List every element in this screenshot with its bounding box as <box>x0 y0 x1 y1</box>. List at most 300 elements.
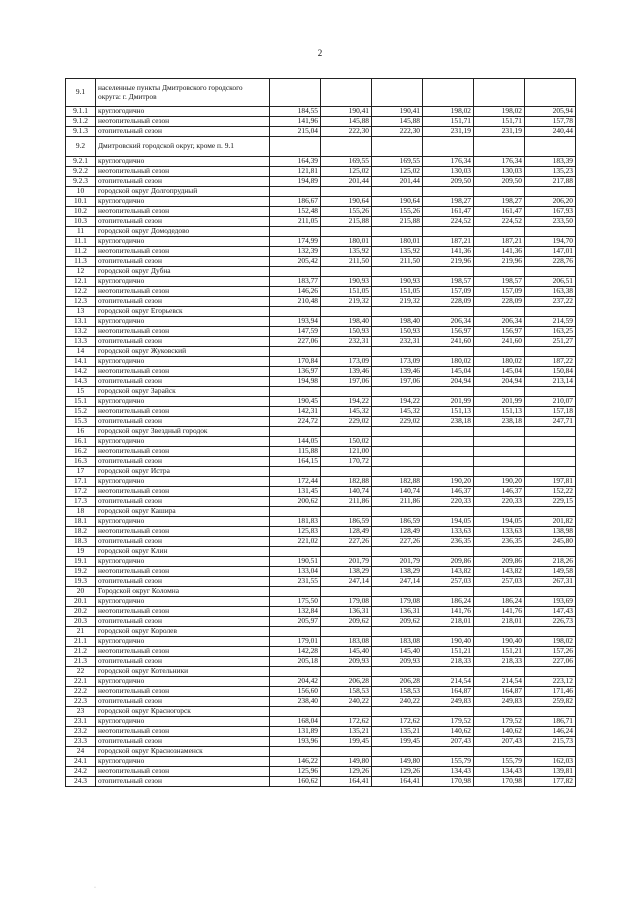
tariff-value: 125,83 <box>270 527 321 537</box>
tariff-value: 206,28 <box>372 677 423 687</box>
row-description: круглогодично <box>96 157 270 167</box>
row-number: 18.1 <box>66 517 96 527</box>
table-row <box>66 247 576 257</box>
tariff-value <box>372 457 423 467</box>
tariff-value: 209,86 <box>423 557 474 567</box>
tariff-value: 162,03 <box>525 757 576 767</box>
tariff-value: 164,87 <box>474 687 525 697</box>
tariff-value: 238,18 <box>423 417 474 427</box>
tariff-value: 156,97 <box>474 327 525 337</box>
row-description: неотопительный сезон <box>96 687 270 697</box>
tariff-value <box>423 79 474 107</box>
tariff-value: 145,88 <box>321 117 372 127</box>
tariff-value <box>423 547 474 557</box>
tariff-value: 219,96 <box>474 257 525 267</box>
tariff-value <box>372 587 423 597</box>
tariff-value <box>423 467 474 477</box>
section-title: городской округ Звездный городок <box>96 427 270 437</box>
tariff-value <box>525 227 576 237</box>
row-number: 17 <box>66 467 96 477</box>
tariff-value: 180,02 <box>423 357 474 367</box>
tariff-value: 142,28 <box>270 647 321 657</box>
tariff-value: 164,41 <box>321 777 372 787</box>
row-description: отопительный сезон <box>96 177 270 187</box>
tariff-value <box>525 447 576 457</box>
row-description: круглогодично <box>96 397 270 407</box>
tariff-value: 194,05 <box>474 517 525 527</box>
tariff-value: 151,71 <box>474 117 525 127</box>
row-number: 16.2 <box>66 447 96 457</box>
table-row <box>66 617 576 627</box>
tariff-value: 190,20 <box>474 477 525 487</box>
tariff-value <box>321 347 372 357</box>
tariff-value: 200,62 <box>270 497 321 507</box>
tariff-value: 201,44 <box>372 177 423 187</box>
tariff-value: 231,19 <box>474 127 525 137</box>
tariff-value: 228,09 <box>474 297 525 307</box>
tariff-value <box>525 307 576 317</box>
table-row <box>66 407 576 417</box>
tariff-value: 121,81 <box>270 167 321 177</box>
section-title: городской округ Котельники <box>96 667 270 677</box>
section-title: городской округ Жуковский <box>96 347 270 357</box>
tariff-value: 251,27 <box>525 337 576 347</box>
row-number: 24.1 <box>66 757 96 767</box>
tariff-value: 157,18 <box>525 407 576 417</box>
section-row <box>66 707 576 717</box>
tariff-value: 219,96 <box>423 257 474 267</box>
tariff-value: 145,40 <box>321 647 372 657</box>
tariff-value: 198,02 <box>525 637 576 647</box>
tariff-value: 141,36 <box>423 247 474 257</box>
row-description: неотопительный сезон <box>96 167 270 177</box>
tariff-value <box>372 507 423 517</box>
row-description: отопительный сезон <box>96 497 270 507</box>
tariff-value: 170,84 <box>270 357 321 367</box>
tariff-value: 209,50 <box>423 177 474 187</box>
tariff-value: 151,13 <box>474 407 525 417</box>
table-row <box>66 537 576 547</box>
tariff-value <box>321 427 372 437</box>
tariff-value <box>372 79 423 107</box>
section-row <box>66 79 576 107</box>
tariff-value: 145,88 <box>372 117 423 127</box>
tariff-value: 206,34 <box>423 317 474 327</box>
tariff-value <box>270 547 321 557</box>
tariff-value: 173,09 <box>372 357 423 367</box>
row-number: 23.3 <box>66 737 96 747</box>
table-row <box>66 767 576 777</box>
row-number: 9.1 <box>66 79 96 107</box>
row-description: круглогодично <box>96 317 270 327</box>
tariff-value: 163,25 <box>525 327 576 337</box>
section-title: городской округ Клин <box>96 547 270 557</box>
tariff-value: 141,76 <box>423 607 474 617</box>
table-row <box>66 487 576 497</box>
row-number: 16 <box>66 427 96 437</box>
tariff-value: 150,84 <box>525 367 576 377</box>
section-row <box>66 187 576 197</box>
table-row <box>66 277 576 287</box>
table-row <box>66 677 576 687</box>
row-number: 19.3 <box>66 577 96 587</box>
tariff-value: 140,62 <box>474 727 525 737</box>
tariff-value: 132,84 <box>270 607 321 617</box>
row-number: 10.2 <box>66 207 96 217</box>
table-row <box>66 237 576 247</box>
row-description: круглогодично <box>96 557 270 567</box>
tariff-value: 201,99 <box>474 397 525 407</box>
tariff-value: 218,01 <box>423 617 474 627</box>
row-number: 16.3 <box>66 457 96 467</box>
section-row <box>66 507 576 517</box>
tariff-value: 215,73 <box>525 737 576 747</box>
tariff-value <box>474 707 525 717</box>
tariff-value: 132,39 <box>270 247 321 257</box>
tariff-value <box>423 627 474 637</box>
row-number: 24.2 <box>66 767 96 777</box>
tariff-value: 217,88 <box>525 177 576 187</box>
tariff-value: 135,21 <box>372 727 423 737</box>
table-row <box>66 527 576 537</box>
row-description: неотопительный сезон <box>96 767 270 777</box>
row-number: 16.1 <box>66 437 96 447</box>
row-number: 19.2 <box>66 567 96 577</box>
tariff-value: 214,59 <box>525 317 576 327</box>
row-number: 13 <box>66 307 96 317</box>
tariff-value: 198,02 <box>474 107 525 117</box>
tariff-value <box>270 137 321 157</box>
tariff-value: 214,54 <box>474 677 525 687</box>
row-description: отопительный сезон <box>96 617 270 627</box>
row-number: 15.1 <box>66 397 96 407</box>
tariff-value <box>372 427 423 437</box>
tariff-value: 224,52 <box>423 217 474 227</box>
tariff-value: 240,22 <box>321 697 372 707</box>
tariff-value: 155,26 <box>321 207 372 217</box>
row-description: отопительный сезон <box>96 337 270 347</box>
tariff-value <box>474 467 525 477</box>
row-number: 23.2 <box>66 727 96 737</box>
tariff-value <box>474 667 525 677</box>
tariff-value: 167,93 <box>525 207 576 217</box>
tariff-value: 221,02 <box>270 537 321 547</box>
row-number: 9.2.3 <box>66 177 96 187</box>
tariff-value: 183,77 <box>270 277 321 287</box>
tariff-value: 227,26 <box>321 537 372 547</box>
tariff-value <box>525 347 576 357</box>
table-row <box>66 777 576 787</box>
scan-mark: · <box>94 885 96 891</box>
section-row <box>66 427 576 437</box>
tariff-value: 210,48 <box>270 297 321 307</box>
tariff-value: 145,40 <box>372 647 423 657</box>
tariff-value <box>423 227 474 237</box>
row-description: неотопительный сезон <box>96 367 270 377</box>
tariff-value: 236,35 <box>474 537 525 547</box>
tariff-value <box>270 387 321 397</box>
tariff-value <box>474 587 525 597</box>
tariff-value <box>423 447 474 457</box>
row-number: 12.3 <box>66 297 96 307</box>
table-row <box>66 337 576 347</box>
tariff-value: 198,02 <box>423 107 474 117</box>
row-number: 9.2.2 <box>66 167 96 177</box>
tariff-value: 257,03 <box>474 577 525 587</box>
tariff-value: 141,96 <box>270 117 321 127</box>
row-number: 20.1 <box>66 597 96 607</box>
row-number: 13.3 <box>66 337 96 347</box>
tariff-value: 186,67 <box>270 197 321 207</box>
tariff-value <box>474 187 525 197</box>
tariff-value <box>525 267 576 277</box>
tariff-value: 163,38 <box>525 287 576 297</box>
tariff-value: 157,78 <box>525 117 576 127</box>
tariff-value: 147,43 <box>525 607 576 617</box>
tariff-value: 226,73 <box>525 617 576 627</box>
tariff-value: 201,82 <box>525 517 576 527</box>
row-description: круглогодично <box>96 107 270 117</box>
tariff-value <box>270 667 321 677</box>
tariff-value <box>372 467 423 477</box>
row-description: круглогодично <box>96 637 270 647</box>
tariff-value: 207,43 <box>474 737 525 747</box>
row-number: 12.1 <box>66 277 96 287</box>
tariff-value: 229,15 <box>525 497 576 507</box>
section-row <box>66 667 576 677</box>
tariff-value: 150,93 <box>321 327 372 337</box>
tariff-value: 198,27 <box>423 197 474 207</box>
tariff-value: 240,44 <box>525 127 576 137</box>
row-number: 14.2 <box>66 367 96 377</box>
tariff-value: 155,26 <box>372 207 423 217</box>
tariff-value <box>321 667 372 677</box>
tariff-value <box>525 747 576 757</box>
row-number: 20.2 <box>66 607 96 617</box>
tariff-value: 204,94 <box>423 377 474 387</box>
tariff-value <box>525 667 576 677</box>
table-row <box>66 647 576 657</box>
row-description: круглогодично <box>96 197 270 207</box>
tariff-value: 164,41 <box>372 777 423 787</box>
row-description: неотопительный сезон <box>96 607 270 617</box>
row-number: 15.2 <box>66 407 96 417</box>
tariff-value: 190,93 <box>321 277 372 287</box>
tariff-value: 151,71 <box>423 117 474 127</box>
table-row <box>66 157 576 167</box>
tariff-value <box>474 307 525 317</box>
tariff-value: 219,32 <box>321 297 372 307</box>
tariff-value: 220,33 <box>423 497 474 507</box>
tariff-value: 152,48 <box>270 207 321 217</box>
table-row <box>66 357 576 367</box>
section-row <box>66 347 576 357</box>
tariff-value: 139,46 <box>321 367 372 377</box>
tariff-value: 206,20 <box>525 197 576 207</box>
table-row <box>66 517 576 527</box>
row-number: 14.1 <box>66 357 96 367</box>
table-row <box>66 687 576 697</box>
table-row <box>66 127 576 137</box>
row-description: неотопительный сезон <box>96 117 270 127</box>
tariff-value: 182,88 <box>372 477 423 487</box>
row-number: 22 <box>66 667 96 677</box>
section-row <box>66 267 576 277</box>
row-description: отопительный сезон <box>96 127 270 137</box>
tariff-value: 145,32 <box>321 407 372 417</box>
tariff-value: 223,12 <box>525 677 576 687</box>
tariff-value: 218,26 <box>525 557 576 567</box>
row-description: неотопительный сезон <box>96 567 270 577</box>
tariff-value <box>474 137 525 157</box>
tariff-value <box>321 587 372 597</box>
tariff-value <box>474 747 525 757</box>
tariff-value: 237,22 <box>525 297 576 307</box>
tariff-value: 146,24 <box>525 727 576 737</box>
section-row <box>66 387 576 397</box>
tariff-value: 179,52 <box>474 717 525 727</box>
tariff-value: 227,26 <box>372 537 423 547</box>
tariff-value: 134,43 <box>423 767 474 777</box>
section-row <box>66 627 576 637</box>
tariff-value <box>423 507 474 517</box>
table-row <box>66 367 576 377</box>
tariff-value: 144,05 <box>270 437 321 447</box>
tariff-value: 209,93 <box>321 657 372 667</box>
tariff-value: 147,59 <box>270 327 321 337</box>
row-number: 15 <box>66 387 96 397</box>
tariff-value <box>423 587 474 597</box>
tariff-value <box>372 227 423 237</box>
tariff-value: 140,74 <box>321 487 372 497</box>
tariff-value: 157,09 <box>474 287 525 297</box>
tariff-value: 151,13 <box>423 407 474 417</box>
tariff-value: 156,97 <box>423 327 474 337</box>
tariff-value: 190,45 <box>270 397 321 407</box>
tariff-value: 232,31 <box>321 337 372 347</box>
tariff-value <box>270 307 321 317</box>
tariff-value: 133,63 <box>423 527 474 537</box>
tariff-value: 125,96 <box>270 767 321 777</box>
table-row <box>66 597 576 607</box>
tariff-value <box>525 427 576 437</box>
tariff-value <box>321 507 372 517</box>
tariff-value: 183,08 <box>372 637 423 647</box>
row-number: 10.1 <box>66 197 96 207</box>
tariff-value: 227,06 <box>525 657 576 667</box>
tariff-value: 170,72 <box>321 457 372 467</box>
tariff-value: 214,54 <box>423 677 474 687</box>
table-row <box>66 397 576 407</box>
tariff-value <box>270 427 321 437</box>
tariff-value: 151,05 <box>372 287 423 297</box>
tariff-value: 193,94 <box>270 317 321 327</box>
tariff-value: 219,32 <box>372 297 423 307</box>
tariff-value: 238,18 <box>474 417 525 427</box>
tariff-value: 194,89 <box>270 177 321 187</box>
section-row <box>66 467 576 477</box>
row-number: 9.1.2 <box>66 117 96 127</box>
tariff-value: 233,50 <box>525 217 576 227</box>
tariff-value: 139,46 <box>372 367 423 377</box>
tariff-value: 222,30 <box>321 127 372 137</box>
table-row <box>66 327 576 337</box>
tariff-value: 121,00 <box>321 447 372 457</box>
tariff-value: 187,22 <box>525 357 576 367</box>
row-number: 9.2.1 <box>66 157 96 167</box>
tariff-value <box>321 227 372 237</box>
tariff-value: 241,60 <box>423 337 474 347</box>
section-row <box>66 547 576 557</box>
row-number: 17.2 <box>66 487 96 497</box>
tariff-value: 149,58 <box>525 567 576 577</box>
tariff-value: 161,47 <box>423 207 474 217</box>
tariff-value <box>474 627 525 637</box>
row-number: 18.2 <box>66 527 96 537</box>
tariff-value: 194,98 <box>270 377 321 387</box>
row-number: 21.2 <box>66 647 96 657</box>
tariff-value <box>474 227 525 237</box>
tariff-value: 186,59 <box>372 517 423 527</box>
row-description: отопительный сезон <box>96 577 270 587</box>
tariff-value <box>270 347 321 357</box>
tariff-value <box>423 267 474 277</box>
tariff-value: 201,79 <box>372 557 423 567</box>
tariff-value <box>525 437 576 447</box>
row-number: 10.3 <box>66 217 96 227</box>
tariff-value: 160,62 <box>270 777 321 787</box>
tariff-value: 135,92 <box>321 247 372 257</box>
section-title: городской округ Зарайск <box>96 387 270 397</box>
table-row <box>66 737 576 747</box>
table-row <box>66 437 576 447</box>
row-description: неотопительный сезон <box>96 247 270 257</box>
tariff-value: 170,98 <box>423 777 474 787</box>
row-number: 15.3 <box>66 417 96 427</box>
row-number: 17.3 <box>66 497 96 507</box>
row-description: неотопительный сезон <box>96 407 270 417</box>
row-number: 19.1 <box>66 557 96 567</box>
tariff-value: 169,55 <box>321 157 372 167</box>
row-description: круглогодично <box>96 477 270 487</box>
tariff-value: 198,57 <box>474 277 525 287</box>
tariff-value: 130,03 <box>474 167 525 177</box>
tariff-value: 151,05 <box>321 287 372 297</box>
tariff-value: 194,05 <box>423 517 474 527</box>
tariff-value: 151,21 <box>474 647 525 657</box>
row-description: отопительный сезон <box>96 257 270 267</box>
tariff-value: 136,97 <box>270 367 321 377</box>
row-number: 18 <box>66 507 96 517</box>
row-description: неотопительный сезон <box>96 447 270 457</box>
row-number: 11.1 <box>66 237 96 247</box>
row-description: круглогодично <box>96 237 270 247</box>
tariff-value <box>321 137 372 157</box>
tariff-value <box>525 457 576 467</box>
row-number: 19 <box>66 547 96 557</box>
tariff-value: 205,42 <box>270 257 321 267</box>
tariff-value: 204,94 <box>474 377 525 387</box>
row-number: 9.1.1 <box>66 107 96 117</box>
tariff-value: 136,31 <box>372 607 423 617</box>
row-number: 11.3 <box>66 257 96 267</box>
tariff-value: 172,62 <box>321 717 372 727</box>
tariff-value <box>372 307 423 317</box>
table-row <box>66 217 576 227</box>
tariff-value: 176,34 <box>423 157 474 167</box>
section-title: городской округ Долгопрудный <box>96 187 270 197</box>
row-number: 22.3 <box>66 697 96 707</box>
